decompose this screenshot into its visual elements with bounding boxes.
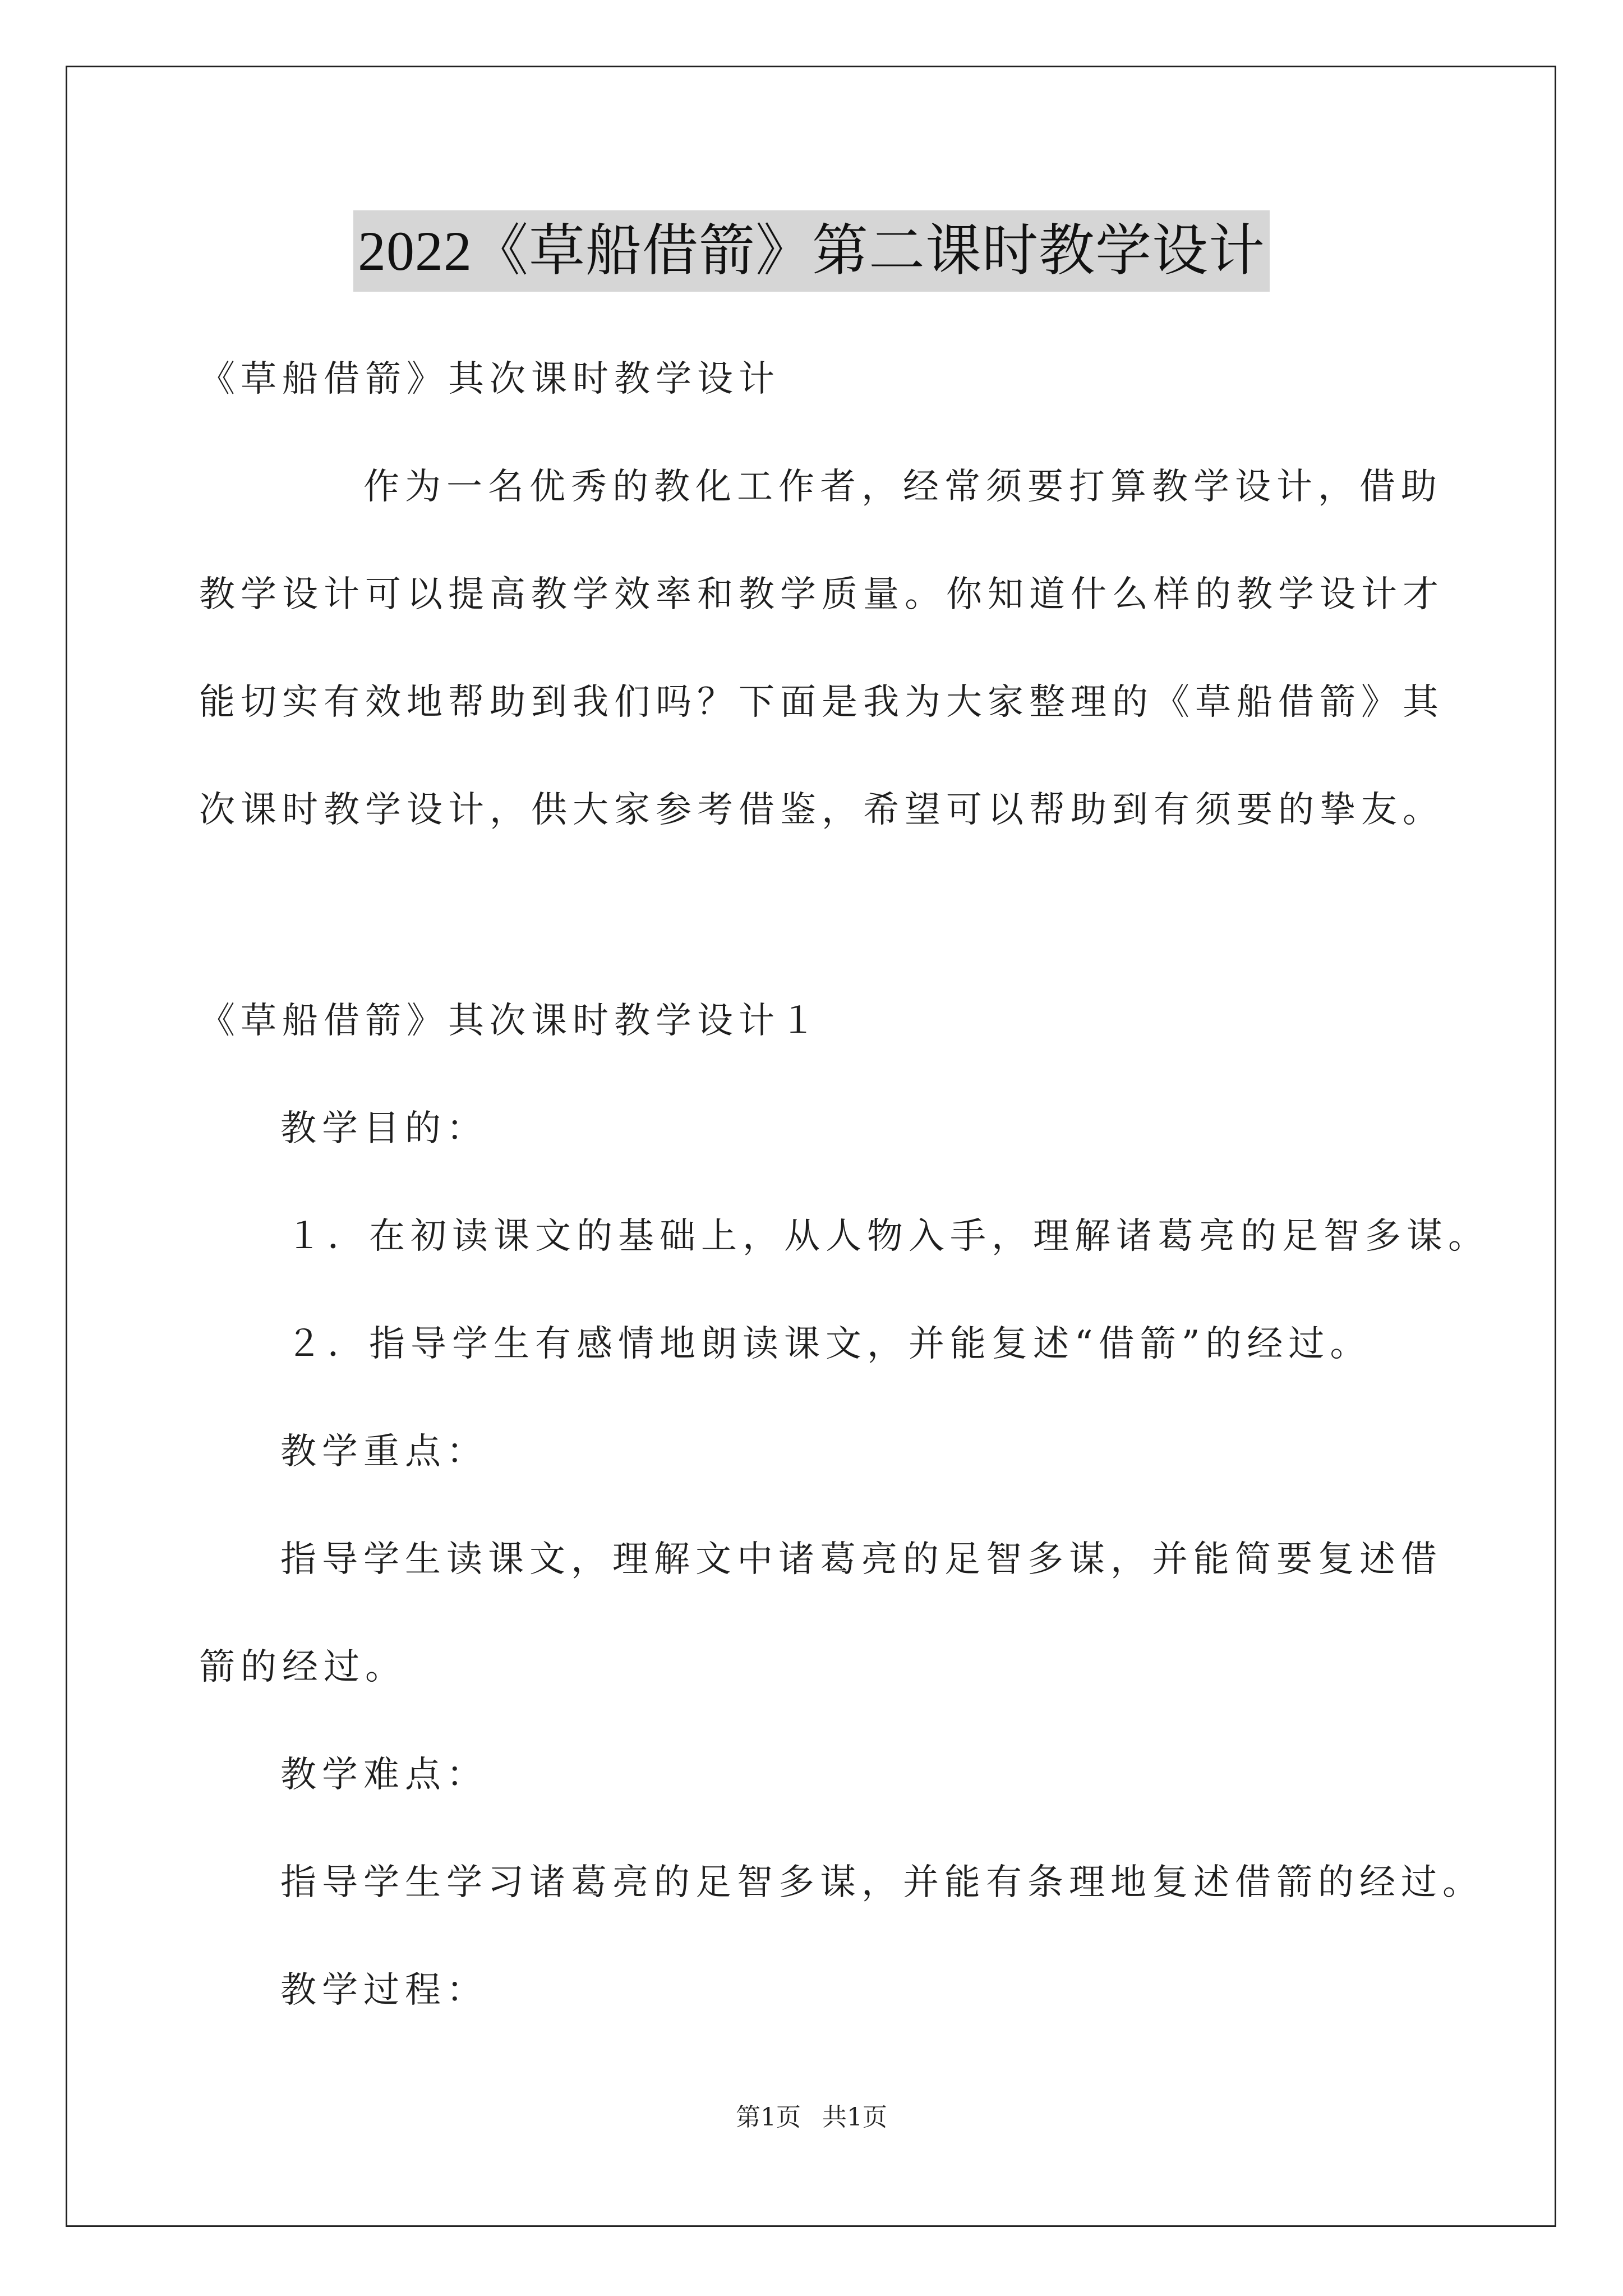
objective-1: １．在初读课文的基础上，从人物入手，理解诸葛亮的足智多谋。 <box>286 1216 1490 1257</box>
process-label: 教学过程： <box>280 1970 488 2011</box>
intro-line-1: 作为一名优秀的教化工作者，经常须要打算教学设计，借助 <box>363 466 1442 508</box>
subtitle-line: 《草船借箭》其次课时教学设计 <box>199 358 780 400</box>
key-points-line-2: 箭的经过。 <box>199 1646 407 1688</box>
page-footer <box>0 2101 1623 2134</box>
section-heading: 《草船借箭》其次课时教学设计１ <box>199 1000 822 1042</box>
key-points-line-1: 指导学生读课文，理解文中诸葛亮的足智多谋，并能简要复述借 <box>280 1539 1442 1580</box>
document-title-wrap <box>0 210 1623 292</box>
intro-line-2: 教学设计可以提高教学效率和教学质量。你知道什么样的教学设计才 <box>199 574 1444 615</box>
difficulties-label: 教学难点： <box>280 1754 488 1796</box>
intro-line-4: 次课时教学设计，供大家参考借鉴，希望可以帮助到有须要的挚友。 <box>199 789 1444 831</box>
difficulties-line: 指导学生学习诸葛亮的足智多谋，并能有条理地复述借箭的经过。 <box>280 1862 1484 1903</box>
objective-2: ２．指导学生有感情地朗读课文，并能复述“借箭”的经过。 <box>286 1323 1372 1365</box>
key-points-label: 教学重点： <box>280 1431 488 1473</box>
intro-line-3: 能切实有效地帮助到我们吗？下面是我为大家整理的《草船借箭》其 <box>199 682 1444 723</box>
document-title: 2022《草船借箭》第二课时教学设计 <box>353 210 1270 292</box>
objectives-label: 教学目的： <box>280 1108 488 1149</box>
page-number-total: 共1页 <box>822 2103 887 2132</box>
page-number-current: 第1页 <box>736 2103 801 2132</box>
